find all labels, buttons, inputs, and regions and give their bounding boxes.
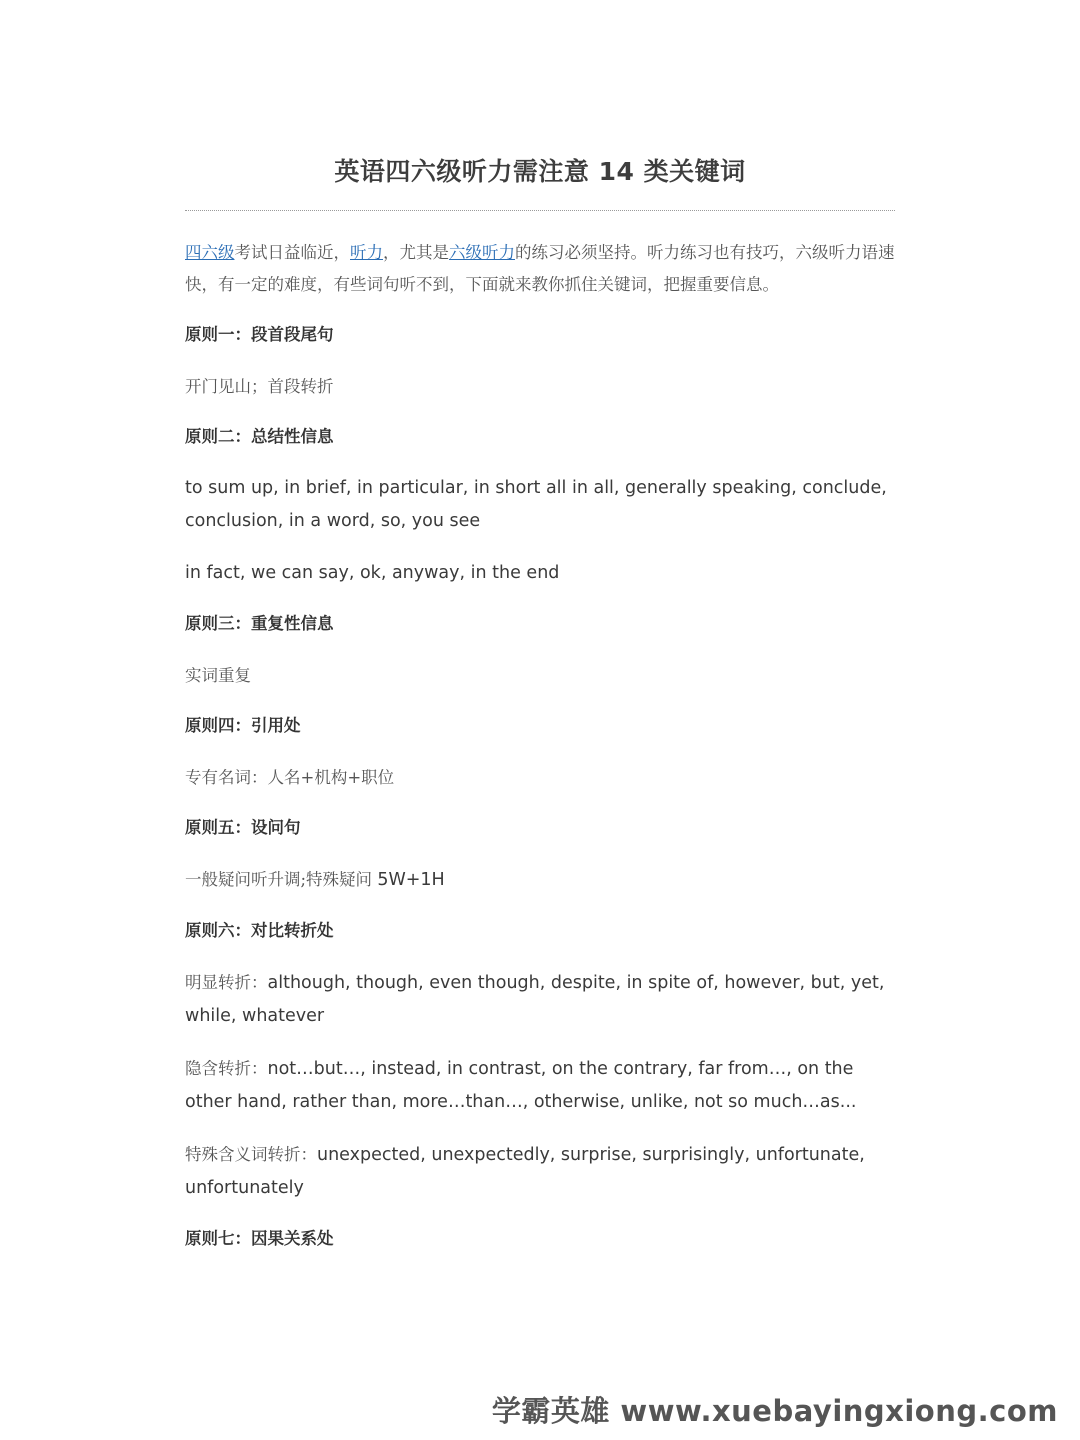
heading-principle-7: 原则七：因果关系处 <box>185 1229 334 1248</box>
heading-principle-3: 原则三：重复性信息 <box>185 614 334 633</box>
heading-principle-1: 原则一：段首段尾句 <box>185 325 334 344</box>
principle-6-label-2: 隐含转折： <box>185 1059 268 1078</box>
heading-principle-5: 原则五：设问句 <box>185 818 301 837</box>
principle-6-words-1: although, though, even though, despite, in spite of, however, but, yet, while, whatever <box>185 973 885 1026</box>
principle-6-text-3 <box>185 1138 895 1205</box>
principle-6-label-3: 特殊含义词转折： <box>185 1145 317 1164</box>
heading-principle-6: 原则六：对比转折处 <box>185 921 334 940</box>
principle-5-text <box>185 863 895 897</box>
principle-5-text-en: 5W+1H <box>377 870 445 890</box>
page-title: 英语四六级听力需注意 14 类关键词 <box>334 157 746 186</box>
footer-watermark: 学霸英雄 www.xuebayingxiong.com <box>491 1394 1058 1428</box>
heading-principle-2: 原则二：总结性信息 <box>185 427 334 446</box>
principle-6-words-2: not…but…, instead, in contrast, on the contrary, far from…, on the other hand, rather than, more…than…, otherwise, unlike, not so much…as... <box>185 1059 857 1112</box>
principle-6-label-1: 明显转折： <box>185 973 268 992</box>
document-page <box>185 150 895 1255</box>
principle-6-text-1 <box>185 966 895 1033</box>
intro-text-3: 的练习必须坚持。听力练习也有技巧，六级听力语速快，有一定的难度，有些词句听不到，下面就来教你抓住关键词，把握重要信息。 <box>185 243 895 294</box>
principle-4-text: 专有名词：人名+机构+职位 <box>185 768 395 787</box>
principle-2-text-1: to sum up, in brief, in particular, in short all in all, generally speaking, conclude, conclusion, in a word, so, you see <box>185 478 887 531</box>
principle-5-text-cn: 一般疑问听升调;特殊疑问 <box>185 870 378 889</box>
intro-text-2: ，尤其是 <box>383 243 449 262</box>
title-divider <box>185 210 895 211</box>
link-cet6-listening[interactable]: 六级听力 <box>449 243 515 262</box>
principle-2-text-2: in fact, we can say, ok, anyway, in the end <box>185 563 560 583</box>
heading-principle-4: 原则四：引用处 <box>185 716 301 735</box>
intro-paragraph <box>185 237 895 301</box>
principle-6-text-2 <box>185 1052 895 1119</box>
link-listening[interactable]: 听力 <box>350 243 383 262</box>
link-cet46[interactable]: 四六级 <box>185 243 235 262</box>
principle-3-text: 实词重复 <box>185 666 251 685</box>
principle-1-text: 开门见山；首段转折 <box>185 377 334 396</box>
intro-text-1: 考试日益临近， <box>234 243 350 262</box>
principle-6-words-3: unexpected, unexpectedly, surprise, surprisingly, unfortunate, unfortunately <box>185 1145 865 1198</box>
